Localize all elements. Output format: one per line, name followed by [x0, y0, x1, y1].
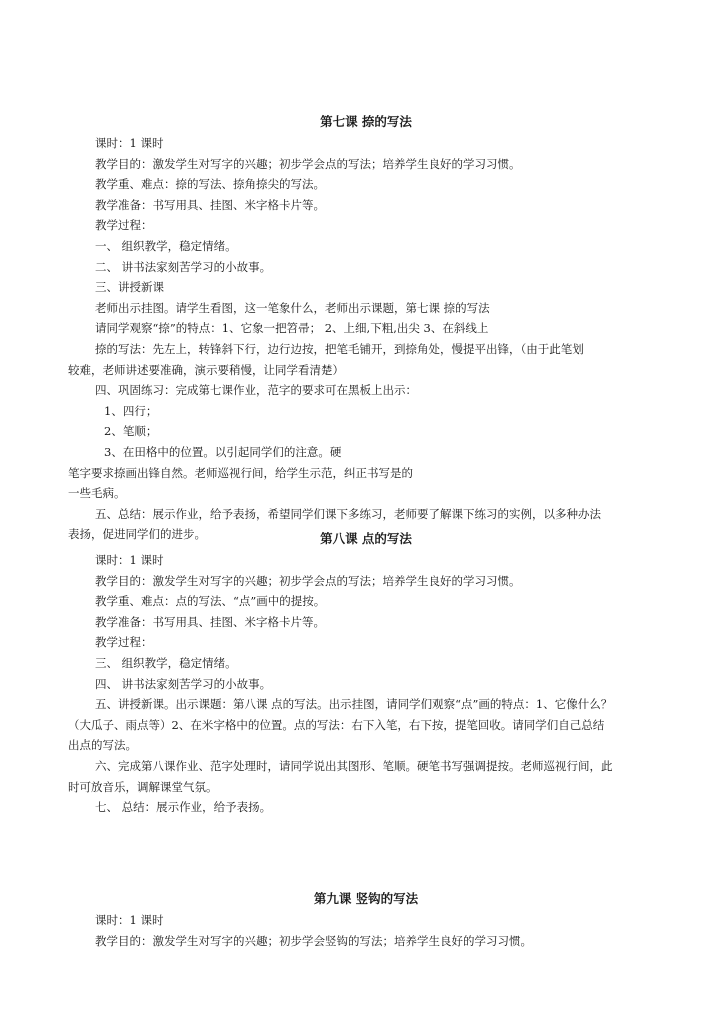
lesson-7-text-line: 一些毛病。 — [68, 486, 126, 501]
lesson-7-key-points: 教学重、难点：捺的写法、捺角捺尖的写法。 — [95, 177, 325, 192]
lesson-8-step-3: 三、 组织教学，稳定情绪。 — [95, 655, 237, 670]
lesson-7-text-line: 老师出示挂图。请学生看图，这一笔象什么，老师出示课题，第七课 捺的写法 — [95, 300, 490, 315]
lesson-7-text-line: 表扬，促进同学们的进步。 — [68, 527, 206, 542]
lesson-8-process-heading: 教学过程： — [95, 635, 153, 650]
lesson-8-hours: 课时：1 课时 — [95, 553, 164, 567]
lesson-7-title: 第七课 捺的写法 — [320, 114, 412, 129]
lesson-9 — [68, 890, 664, 951]
lesson-7-list-item: 2、笔顺； — [104, 424, 158, 439]
lesson-8-step-4: 四、 讲书法家刻苦学习的小故事。 — [95, 676, 272, 691]
lesson-7-step-2: 二、 讲书法家刻苦学习的小故事。 — [95, 259, 272, 274]
lesson-8-preparation: 教学准备：书写用具、挂图、米字格卡片等。 — [95, 614, 325, 629]
lesson-8-text-line: （大瓜子、雨点等）2、在米字格中的位置。点的写法：右下入笔，右下按，提笔回收。请同学们自己总结 — [68, 717, 605, 732]
lesson-7-text-line: 较难，老师讲述要准确，演示要稍慢，让同学看清楚） — [68, 362, 344, 377]
lesson-7-text-line: 捺的写法：先左上，转锋斜下行，边行边按，把笔毛铺开，到捺角处，慢提平出锋，（由于此笔划 — [95, 341, 584, 356]
lesson-7-text-line: 请同学观察“捺”的特点：1、它象一把笤帚； 2、上细,下粗,出尖 3、在斜线上 — [95, 321, 489, 336]
lesson-7-list-item: 3、在田格中的位置。以引起同学们的注意。硬 — [104, 444, 342, 459]
lesson-7-step-4: 四、巩固练习：完成第七课作业，范字的要求可在黑板上出示： — [95, 383, 417, 398]
lesson-9-title: 第九课 竖钩的写法 — [313, 891, 419, 906]
lesson-8-objective: 教学目的：激发学生对写字的兴趣；初步学会点的写法；培养学生良好的学习习惯。 — [95, 573, 521, 588]
lesson-7-text-line: 笔字要求捺画出锋自然。老师巡视行间，给学生示范，纠正书写是的 — [68, 465, 413, 480]
lesson-9-objective: 教学目的：激发学生对写字的兴趣；初步学会竖钩的写法；培养学生良好的学习习惯。 — [95, 933, 532, 948]
lesson-8-key-points: 教学重、难点：点的写法、“点”画中的提按。 — [95, 594, 326, 609]
lesson-7-step-5: 五、总结：展示作业，给予表扬，希望同学们课下多练习，老师要了解课下练习的实例，以多种办法 — [95, 506, 601, 521]
lesson-7-preparation: 教学准备：书写用具、挂图、米字格卡片等。 — [95, 197, 325, 212]
lesson-8 — [68, 530, 664, 818]
lesson-8-title: 第八课 点的写法 — [320, 531, 412, 546]
lesson-7-objective: 教学目的：激发学生对写字的兴趣；初步学会点的写法；培养学生良好的学习习惯。 — [95, 156, 521, 171]
lesson-8-text-line: 出点的写法。 — [68, 738, 137, 753]
lesson-8-text-line: 时可放音乐，调解课堂气氛。 — [68, 779, 218, 794]
lesson-7-process-heading: 教学过程： — [95, 218, 153, 233]
lesson-9-hours: 课时：1 课时 — [95, 913, 164, 927]
lesson-8-step-7: 七、 总结：展示作业，给予表扬。 — [95, 800, 272, 815]
lesson-7-step-3: 三、讲授新课 — [95, 280, 164, 295]
lesson-7 — [68, 113, 664, 545]
lesson-7-hours: 课时：1 课时 — [95, 136, 164, 150]
lesson-8-step-6: 六、完成第八课作业、范字处理时，请同学说出其图形、笔顺。硬笔书写强调提按。老师巡视行间，此 — [95, 758, 613, 773]
lesson-7-step-1: 一、 组织教学，稳定情绪。 — [95, 238, 237, 253]
lesson-8-step-5: 五、讲授新课。出示课题：第八课 点的写法。出示挂图，请同学们观察“点”画的特点：1、它像什么？ — [95, 697, 613, 712]
lesson-7-list-item: 1、四行； — [104, 403, 158, 418]
